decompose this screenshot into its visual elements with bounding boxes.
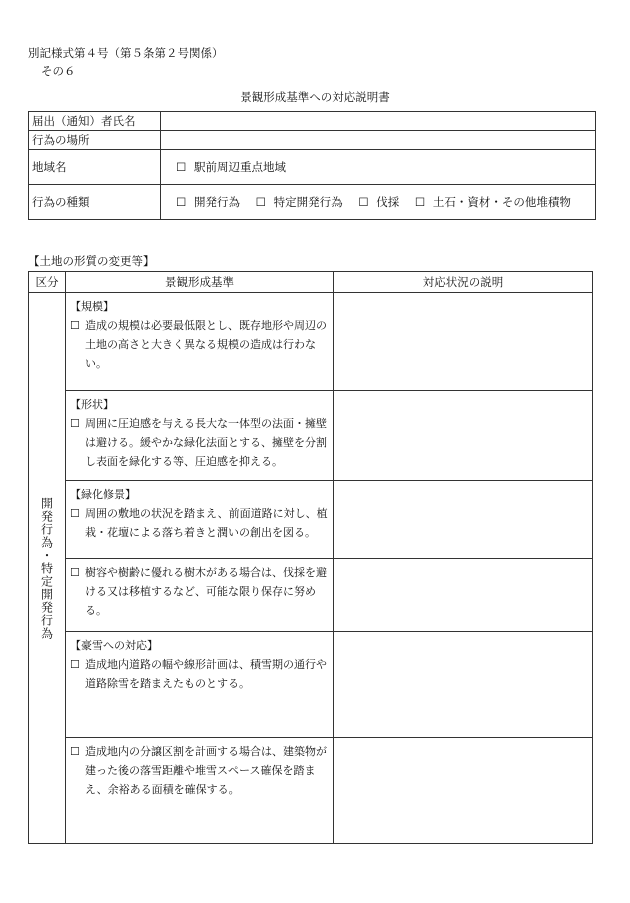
row-criteria-text: 造成地内道路の幅や線形計画は、積雪期の通行や道路除雪を踏まえたものとする。	[85, 658, 327, 690]
row-response-cell[interactable]	[334, 391, 593, 481]
table-row	[66, 391, 334, 481]
header-category: 区分	[29, 272, 66, 293]
type-label: 行為の種類	[29, 185, 161, 220]
row-response-cell[interactable]	[334, 738, 593, 844]
area-label: 地域名	[29, 150, 161, 185]
row-heading: 【形状】	[70, 398, 114, 411]
type-checkbox-specific-development[interactable]: ☐	[255, 195, 266, 209]
row-criteria-text: 造成の規模は必要最低限とし、既存地形や周辺の土地の高さと大きく異なる規模の造成は行わない。	[85, 319, 327, 370]
notifier-label: 届出（通知）者氏名	[29, 112, 161, 131]
table-row	[66, 481, 334, 559]
row-checkbox[interactable]: ☐	[70, 319, 80, 332]
type-option-specific-development: 特定開発行為	[273, 195, 343, 209]
location-label: 行為の場所	[29, 131, 161, 150]
row-criteria-text: 周囲の敷地の状況を踏まえ、前面道路に対し、植栽・花壇による落ち着きと潤いの創出を図る。	[85, 507, 328, 539]
type-checkbox-stockpile[interactable]: ☐	[414, 195, 426, 209]
table-row	[66, 293, 334, 391]
row-response-cell[interactable]	[334, 481, 593, 559]
area-checkbox[interactable]: ☐	[176, 160, 187, 174]
notifier-value[interactable]	[161, 112, 596, 131]
row-heading: 【規模】	[70, 300, 114, 313]
category-cell	[29, 293, 66, 844]
area-value	[161, 150, 596, 185]
row-criteria-text: 造成地内の分譲区割を計画する場合は、建築物が建った後の落雪距離や堆雪スペース確保を踏まえ、余裕ある面積を確保する。	[85, 745, 327, 796]
type-checkbox-logging[interactable]: ☐	[358, 195, 369, 209]
row-response-cell[interactable]	[334, 559, 593, 632]
criteria-table	[28, 271, 593, 844]
type-options	[161, 185, 596, 220]
row-criteria-text: 周囲に圧迫感を与える長大な一体型の法面・擁壁は避ける。緩やかな緑化法面とする、擁壁を分割し表面を緑化する等、圧迫感を抑える。	[85, 417, 327, 468]
row-checkbox[interactable]: ☐	[70, 745, 80, 758]
row-heading: 【豪雪への対応】	[70, 639, 158, 652]
area-option-label: 駅前周辺重点地域	[193, 160, 286, 174]
type-option-logging: 伐採	[376, 195, 400, 209]
row-criteria-text: 樹容や樹齢に優れる樹木がある場合は、伐採を避ける又は移植するなど、可能な限り保存に努める。	[85, 566, 327, 617]
type-option-development: 開発行為	[193, 195, 240, 209]
type-option-stockpile: 土石・資材・その他堆積物	[432, 195, 571, 209]
header-response: 対応状況の説明	[334, 272, 593, 293]
row-response-cell[interactable]	[334, 293, 593, 391]
row-checkbox[interactable]: ☐	[70, 417, 80, 430]
type-checkbox-development[interactable]: ☐	[176, 195, 187, 209]
row-checkbox[interactable]: ☐	[70, 566, 80, 579]
form-sub-number: その６	[41, 64, 76, 78]
table-row	[66, 559, 334, 632]
location-value[interactable]	[161, 131, 596, 150]
form-number: 別記様式第４号（第５条第２号関係）	[28, 46, 224, 60]
section-title: 【土地の形質の変更等】	[28, 254, 155, 268]
row-heading: 【緑化修景】	[70, 488, 136, 501]
category-label: 開発行為・特定開発行為	[39, 496, 54, 640]
row-checkbox[interactable]: ☐	[70, 507, 80, 520]
notification-info-table	[28, 111, 596, 220]
row-response-cell[interactable]	[334, 632, 593, 738]
table-row	[66, 738, 334, 844]
header-criteria: 景観形成基準	[66, 272, 334, 293]
document-title: 景観形成基準への対応説明書	[240, 90, 390, 104]
table-row	[66, 632, 334, 738]
row-checkbox[interactable]: ☐	[70, 658, 80, 671]
